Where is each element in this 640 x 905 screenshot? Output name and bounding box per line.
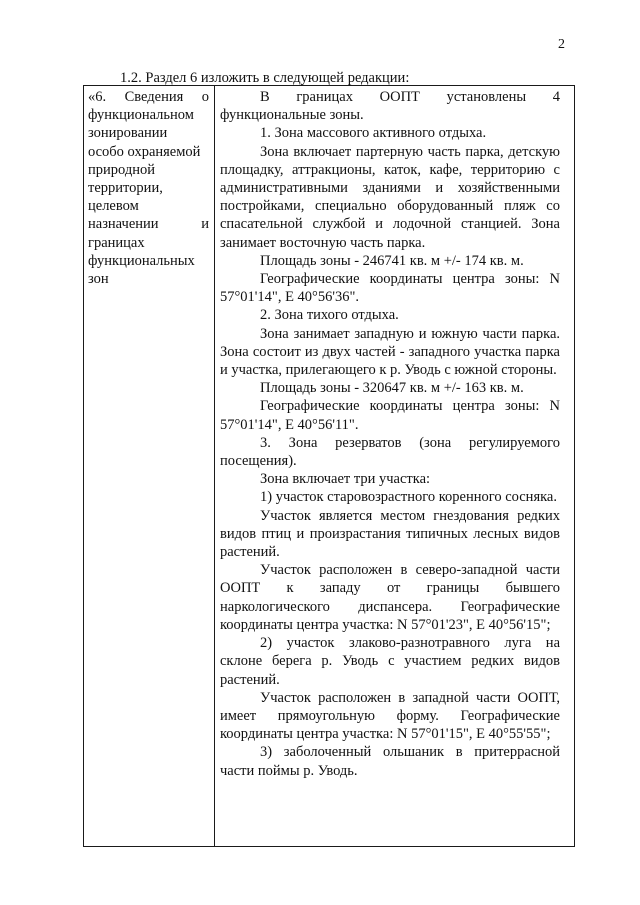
- heading-line: природной: [88, 161, 155, 178]
- heading-line: «6. Сведения о: [88, 89, 209, 105]
- content-paragraph: 3. Зона резерватов (зона регулируемого посещения).: [220, 434, 560, 470]
- content-paragraph: Географические координаты центра зоны: N 57°01'14", E 40°56'36".: [220, 271, 560, 306]
- content-paragraph: 3) заболоченный ольшаник в притеррасной части поймы р. Уводь.: [220, 744, 560, 779]
- content-paragraph: 1) участок старовозрастного коренного сосняка.: [260, 489, 557, 506]
- content-paragraph: Зона занимает западную и южную части парка. Зона состоит из двух частей - западного участка парка и участка, прилегающего к р. Уводь с южной стороны.: [220, 325, 560, 379]
- heading-line: функциональном: [88, 107, 194, 124]
- content-paragraph: Площадь зоны - 246741 кв. м +/- 174 кв. м.: [260, 252, 524, 269]
- column-divider: [214, 86, 215, 846]
- heading-line: границах: [88, 234, 145, 251]
- content-paragraph: Зона включает три участка:: [260, 471, 431, 488]
- section-heading-cell: [88, 88, 209, 288]
- content-paragraph: Участок является местом гнездования редких видов птиц и произрастания типичных лесных видов растений.: [220, 507, 560, 561]
- heading-line: целевом: [88, 198, 139, 215]
- content-paragraph: 2. Зона тихого отдыха.: [260, 307, 399, 324]
- content-paragraph: 2) участок злаково-разнотравного луга на склоне берега р. Уводь с участием редких видов растений.: [220, 635, 560, 688]
- heading-line: зонировании: [88, 125, 168, 142]
- heading-line: функциональных: [88, 252, 195, 269]
- heading-line: зон: [88, 270, 109, 287]
- amendment-intro: 1.2. Раздел 6 изложить в следующей редакции:: [120, 70, 410, 86]
- content-paragraph: Участок расположен в северо-западной части ООПТ к западу от границы бывшего наркологического диспансера. Географические координаты центра участка: N 57°01'23", E 40°56'15";: [220, 562, 560, 633]
- content-paragraph: 1. Зона массового активного отдыха.: [260, 125, 487, 142]
- heading-line: территории,: [88, 179, 163, 196]
- content-paragraph: В границах ООПТ установлены 4 функциональные зоны.: [220, 89, 560, 124]
- page-number: 2: [558, 37, 565, 52]
- content-paragraph: Географические координаты центра зоны: N 57°01'14", E 40°56'11".: [220, 398, 560, 433]
- section-content-cell: [220, 88, 560, 780]
- section-table: [83, 85, 575, 847]
- content-paragraph: Участок расположен в западной части ООПТ, имеет прямоугольную форму. Географические координаты центра участка: N 57°01'15", E 40°55'55";: [220, 689, 560, 743]
- heading-line: назначении и: [88, 216, 209, 233]
- content-paragraph: Площадь зоны - 320647 кв. м +/- 163 кв. м.: [260, 380, 524, 397]
- heading-line: особо охраняемой: [88, 143, 201, 160]
- content-paragraph: Зона включает партерную часть парка, детскую площадку, аттракционы, каток, кафе, территорию с административными зданиями и хозяйственными постройками, специально оборудованный пляж со спасательной службой и лодочной станцией. Зона занимает восточную часть парка.: [220, 143, 560, 251]
